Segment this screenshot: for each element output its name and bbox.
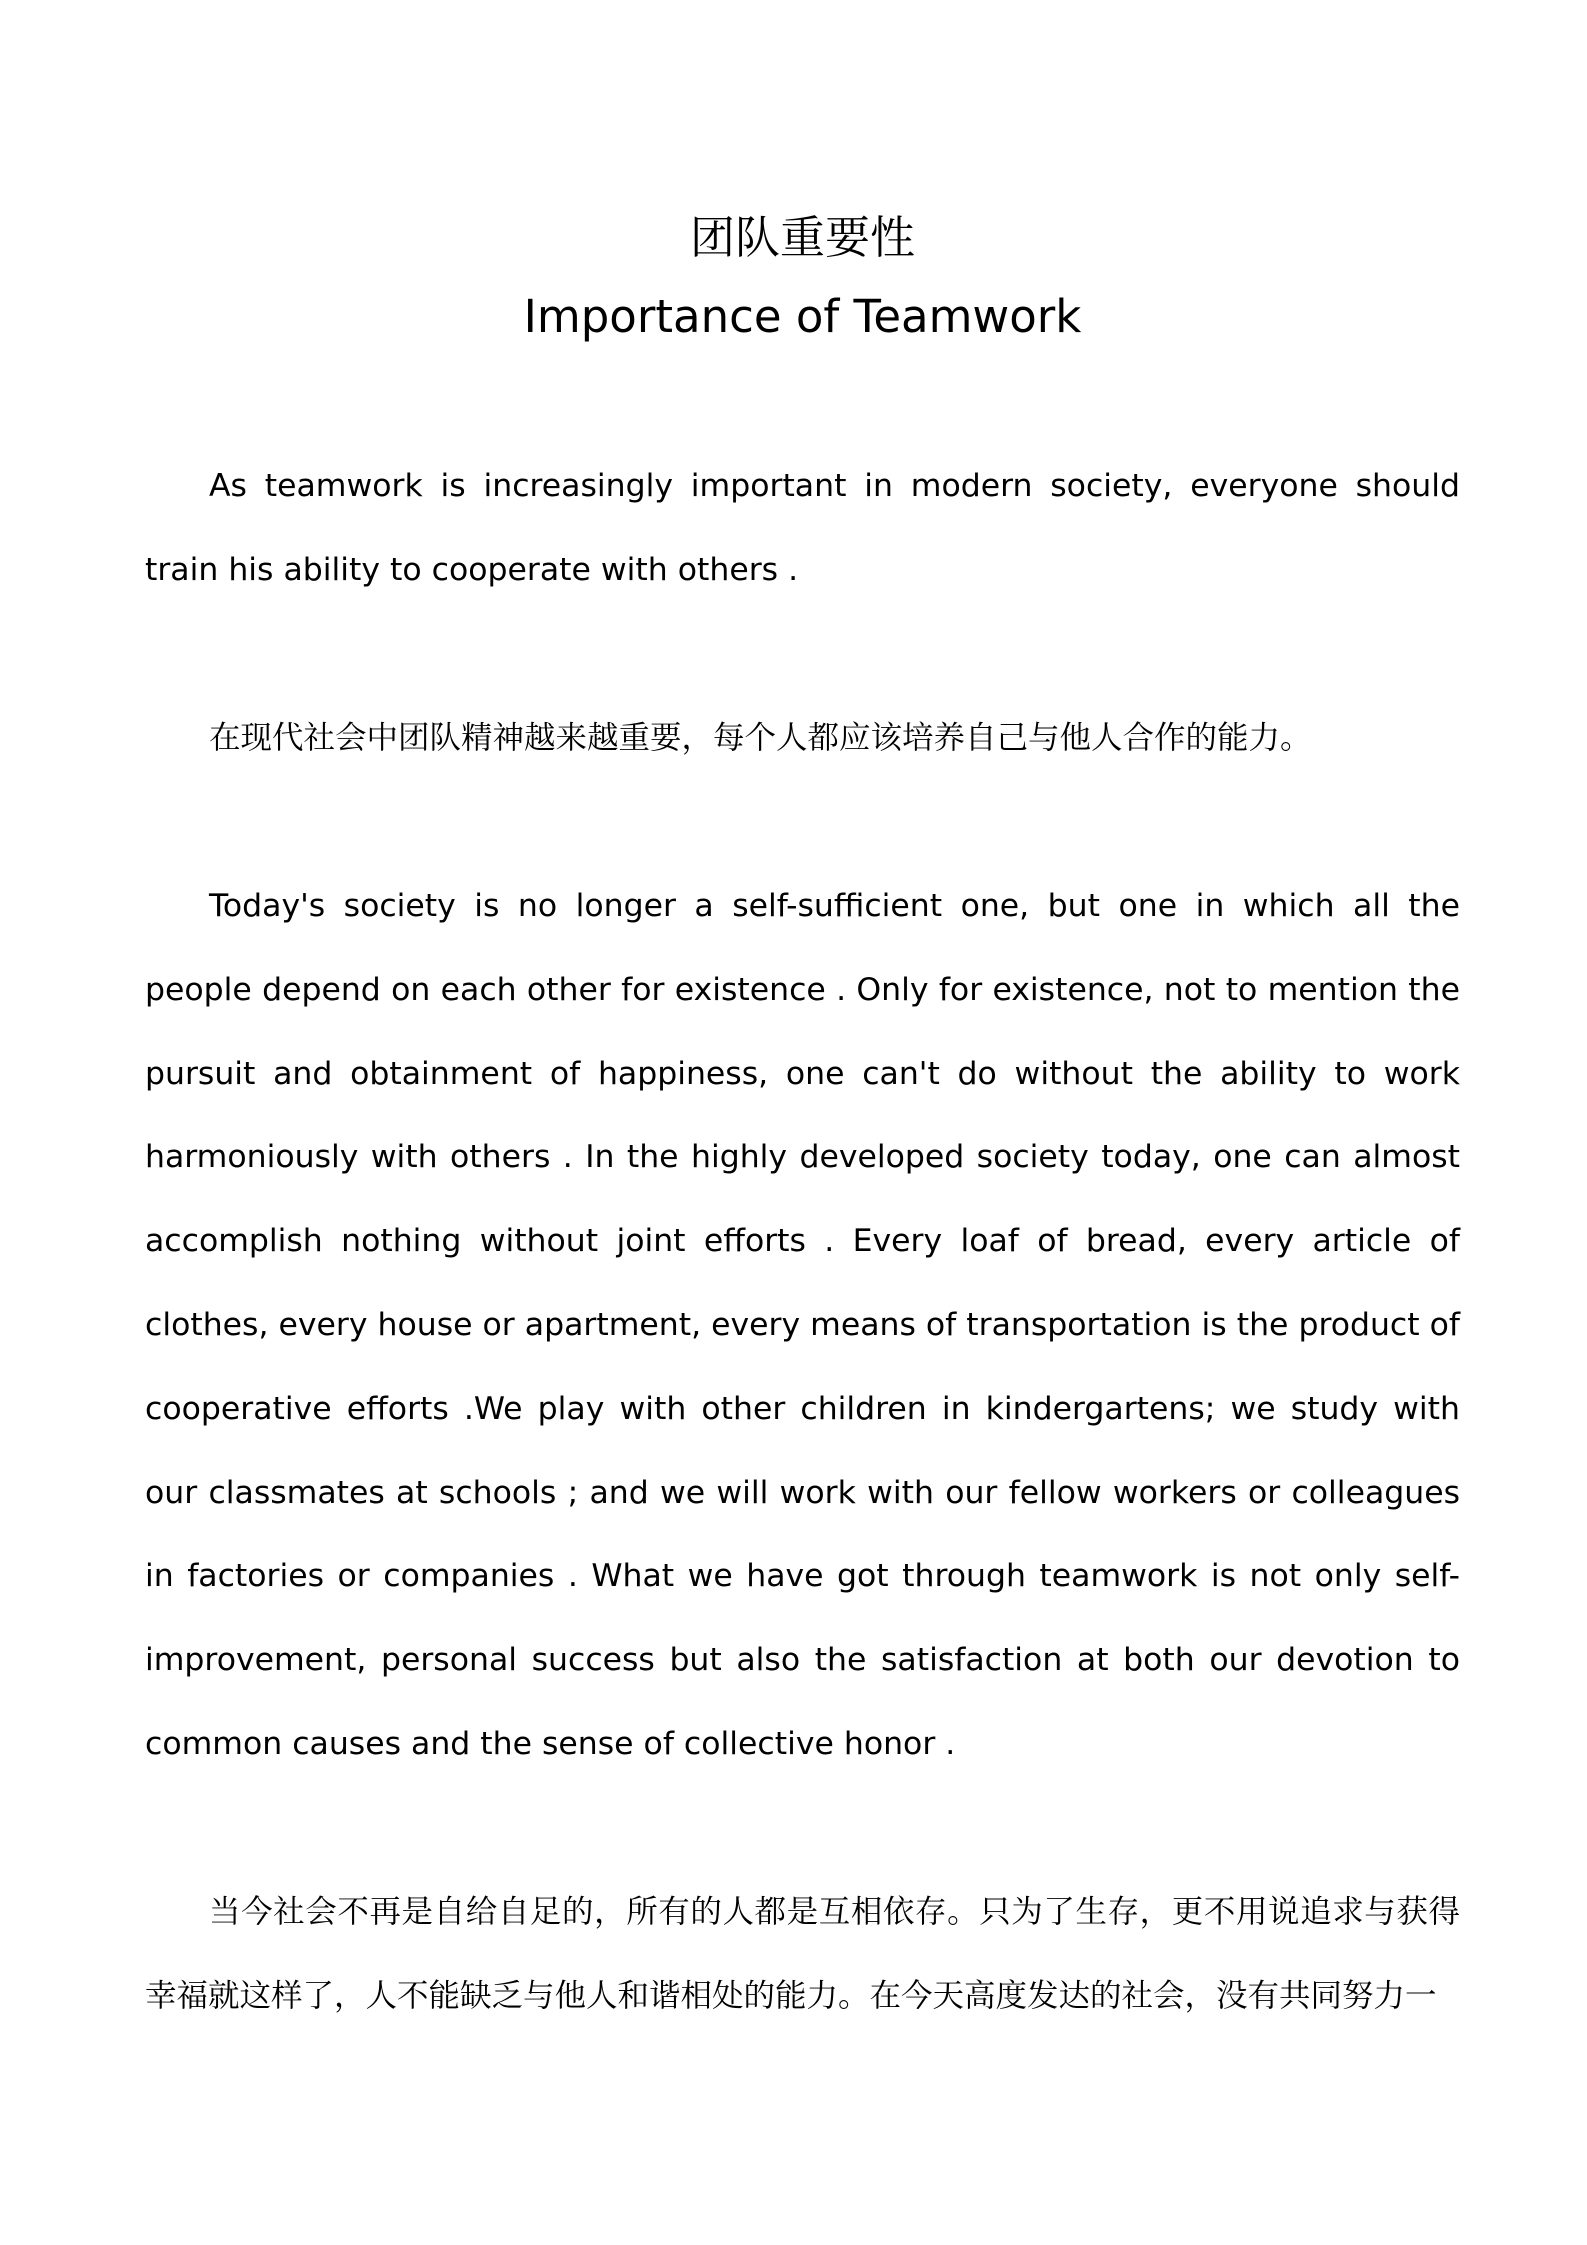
document-page: [145, 0, 1460, 2245]
paragraph-2-english: Today's society is no longer a self-sufficient one, but one in which all the people depend on each other for existence . Only for existence, not to mention the pursuit and obtainment of happiness, one can't do without the ability to work harmoniously with others . In the highly developed society today, one can almost accomplish nothing without joint efforts . Every loaf of bread, every article of clothes, every house or apartment, every means of transportation is the product of cooperative efforts .We play with other children in kindergartens; we study with our classmates at schools ; and we will work with our fellow workers or colleagues in factories or companies . What we have got through teamwork is not only self-improvement, personal success but also the satisfaction at both our devotion to common causes and the sense of collective honor .: [145, 888, 1460, 1762]
paragraph-1-chinese: 在现代社会中团队精神越来越重要，每个人都应该培养自己与他人合作的能力。: [209, 720, 1312, 756]
title-chinese: 团队重要性: [689, 211, 915, 264]
paragraph-2-chinese: 当今社会不再是自给自足的，所有的人都是互相依存。只为了生存，更不用说追求与获得幸福就这样了，人不能缺乏与他人和谐相处的能力。在今天高度发达的社会，没有共同努力一: [145, 1894, 1460, 2014]
title-block: [145, 205, 1460, 363]
paragraph-1-english: As teamwork is increasingly important in modern society, everyone should train his ability to cooperate with others .: [145, 468, 1460, 588]
title-english: Importance of Teamwork: [523, 290, 1082, 343]
